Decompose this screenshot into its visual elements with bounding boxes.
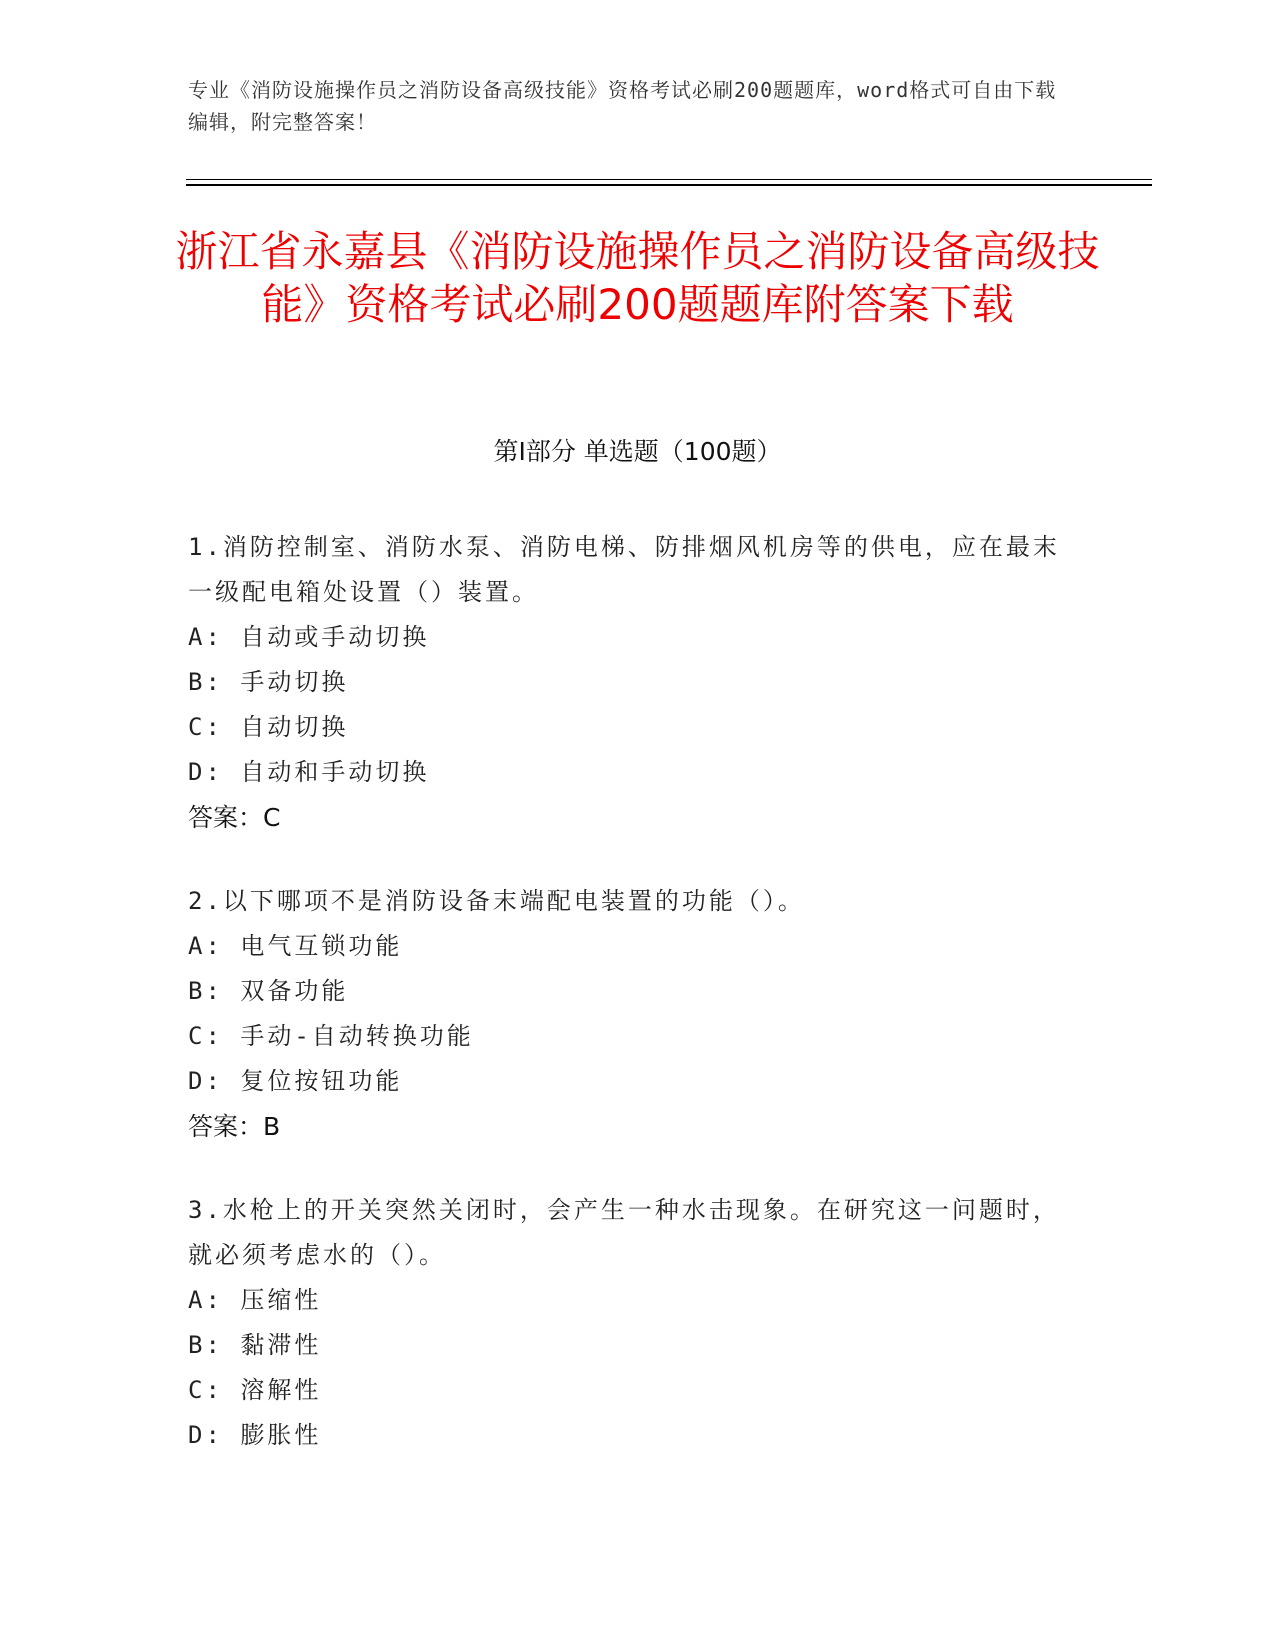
question-list: [188, 525, 1068, 1496]
question-item: [188, 879, 1068, 1150]
answer-text: 答案：B: [188, 1112, 281, 1141]
option-a: A: 压缩性: [188, 1286, 322, 1314]
option-c: C: 自动切换: [188, 713, 349, 741]
header-divider-thin: [186, 179, 1152, 180]
question-item: [188, 525, 1068, 841]
option-b: B: 黏滞性: [188, 1331, 322, 1359]
option-d: D: 自动和手动切换: [188, 758, 430, 786]
option-c: C: 手动-自动转换功能: [188, 1022, 474, 1050]
section-heading: 第I部分 单选题（100题）: [493, 437, 782, 466]
option-d: D: 膨胀性: [188, 1421, 322, 1449]
option-a: A: 电气互锁功能: [188, 932, 403, 960]
header-divider-thick: [186, 184, 1152, 186]
question-text: 3.水枪上的开关突然关闭时，会产生一种水击现象。在研究这一问题时，就必须考虑水的（）。: [188, 1196, 1060, 1269]
question-item: [188, 1188, 1068, 1458]
option-b: B: 双备功能: [188, 977, 349, 1005]
document-title: 浙江省永嘉县《消防设施操作员之消防设备高级技能》资格考试必刷200题题库附答案下载: [175, 227, 1100, 329]
option-c: C: 溶解性: [188, 1376, 322, 1404]
option-d: D: 复位按钮功能: [188, 1067, 403, 1095]
header-note: 专业《消防设施操作员之消防设备高级技能》资格考试必刷200题题库，word格式可自由下载编辑，附完整答案！: [188, 78, 1057, 134]
option-b: B: 手动切换: [188, 668, 349, 696]
question-text: 2.以下哪项不是消防设备末端配电装置的功能（）。: [188, 887, 805, 915]
question-text: 1.消防控制室、消防水泵、消防电梯、防排烟风机房等的供电，应在最末一级配电箱处设置（）装置。: [188, 533, 1060, 606]
answer-text: 答案：C: [188, 803, 281, 832]
option-a: A: 自动或手动切换: [188, 623, 430, 651]
